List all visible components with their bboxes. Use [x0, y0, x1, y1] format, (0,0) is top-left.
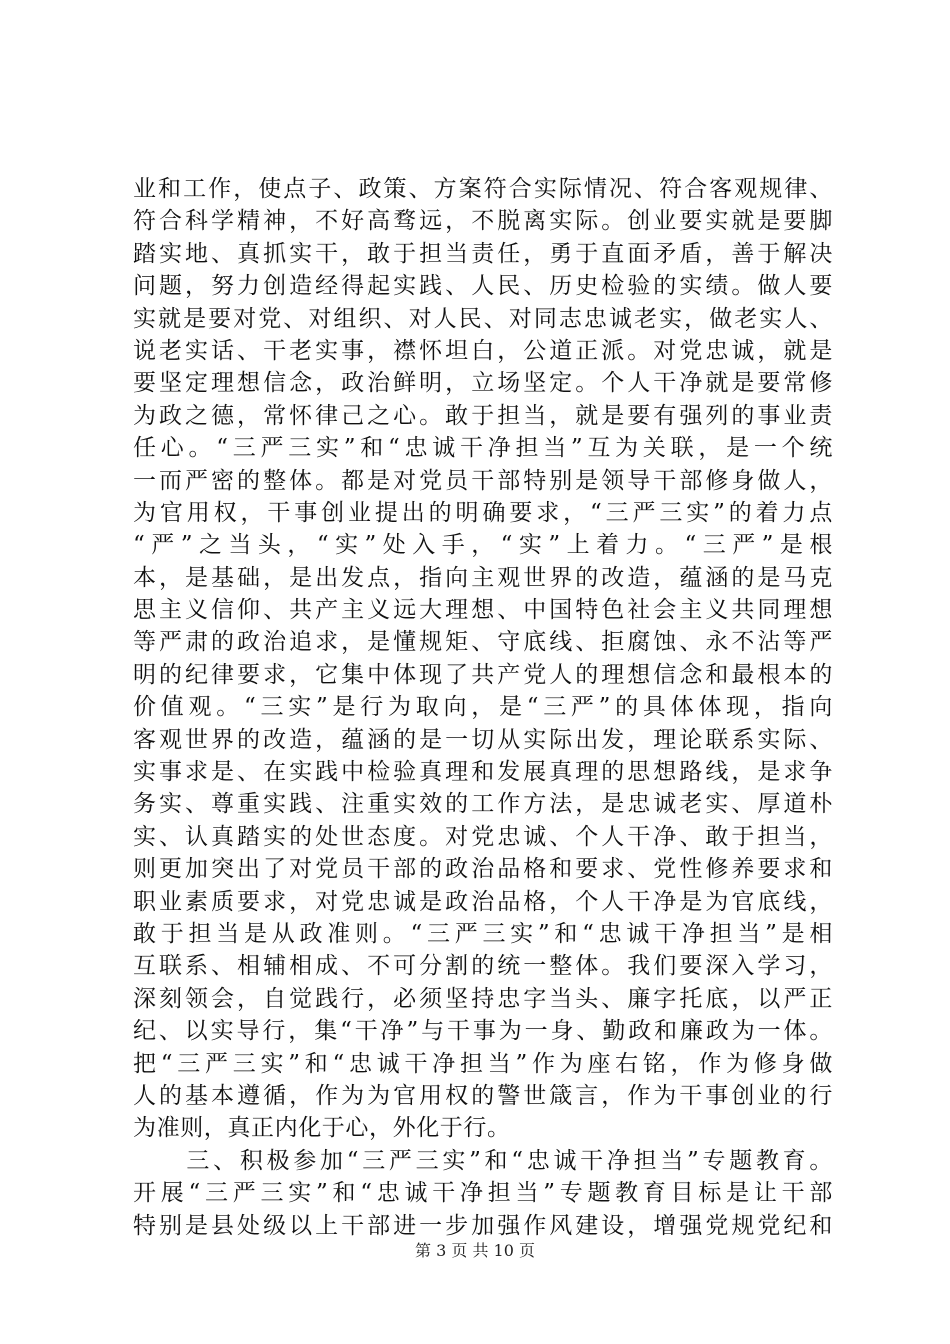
- text-line: 把“三严三实”和“忠诚干净担当”作为座右铭，作为修身做: [133, 1050, 833, 1077]
- text-line: 实就是要对党、对组织、对人民、对同志忠诚老实，做老实人、: [133, 305, 833, 332]
- body-text: [133, 173, 833, 1242]
- text-line: 客观世界的改造，蕴涵的是一切从实际出发，理论联系实际、: [133, 726, 833, 753]
- text-line: 业和工作，使点子、政策、方案符合实际情况、符合客观规律、: [133, 176, 833, 202]
- text-line: 敢于担当是从政准则。“三严三实”和“忠诚干净担当”是相: [133, 920, 833, 947]
- text-line: 问题，努力创造经得起实践、人民、历史检验的实绩。做人要: [133, 273, 833, 300]
- text-line: 实、认真踏实的处世态度。对党忠诚、个人干净、敢于担当，: [133, 823, 833, 850]
- text-line: 为官用权，干事创业提出的明确要求，“三严三实”的着力点: [133, 499, 833, 526]
- text-line: 任心。“三严三实”和“忠诚干净担当”互为关联，是一个统: [133, 435, 833, 462]
- text-line: 要坚定理想信念，政治鲜明，立场坚定。个人干净就是要常修: [133, 370, 833, 397]
- text-line: 明的纪律要求，它集中体现了共产党人的理想信念和最根本的: [133, 661, 833, 688]
- text-line: 说老实话、干老实事，襟怀坦白，公道正派。对党忠诚，就是: [133, 337, 833, 364]
- page-number-footer: 第 3 页 共 10 页: [415, 1241, 535, 1260]
- text-line: 实事求是、在实践中检验真理和发展真理的思想路线，是求争: [133, 759, 833, 786]
- text-line: 为政之德，常怀律己之心。敢于担当，就是要有强列的事业责: [133, 402, 833, 429]
- text-line: 职业素质要求，对党忠诚是政治品格，个人干净是为官底线，: [133, 888, 833, 915]
- text-line: 价值观。“三实”是行为取向，是“三严”的具体体现，指向: [133, 694, 833, 721]
- text-line: 踏实地、真抓实干，敢于担当责任，勇于直面矛盾，善于解决: [133, 240, 833, 267]
- text-line: “严”之当头，“实”处入手，“实”上着力。“三严”是根: [133, 532, 833, 559]
- text-line: 务实、尊重实践、注重实效的工作方法，是忠诚老实、厚道朴: [133, 791, 833, 818]
- text-line: 为准则，真正内化于心，外化于行。: [133, 1115, 511, 1142]
- text-line: 纪、以实导行，集“干净”与干事为一身、勤政和廉政为一体。: [133, 1018, 833, 1045]
- text-line: 等严肃的政治追求，是懂规矩、守底线、拒腐蚀、永不沾等严: [133, 629, 833, 656]
- text-line: 深刻领会，自觉践行，必须坚持忠字当头、廉字托底，以严正: [133, 985, 833, 1012]
- section-heading-line: 三、积极参加“三严三实”和“忠诚干净担当”专题教育。: [133, 1147, 833, 1174]
- text-line: 则更加突出了对党员干部的政治品格和要求、党性修养要求和: [133, 856, 833, 883]
- text-line: 开展“三严三实”和“忠诚干净担当”专题教育目标是让干部: [133, 1180, 833, 1207]
- text-line: 人的基本遵循，作为为官用权的警世箴言，作为干事创业的行: [133, 1082, 833, 1109]
- text-line: 符合科学精神，不好高骛远，不脱离实际。创业要实就是要脚: [133, 208, 833, 235]
- text-line: 互联系、相辅相成、不可分割的统一整体。我们要深入学习，: [133, 953, 833, 980]
- text-line: 特别是县处级以上干部进一步加强作风建设，增强党规党纪和: [133, 1212, 833, 1239]
- text-line: 一而严密的整体。都是对党员干部特别是领导干部修身做人，: [133, 467, 833, 494]
- text-line: 思主义信仰、共产主义远大理想、中国特色社会主义共同理想: [133, 597, 833, 624]
- text-line: 本，是基础，是出发点，指向主观世界的改造，蕴涵的是马克: [133, 564, 833, 591]
